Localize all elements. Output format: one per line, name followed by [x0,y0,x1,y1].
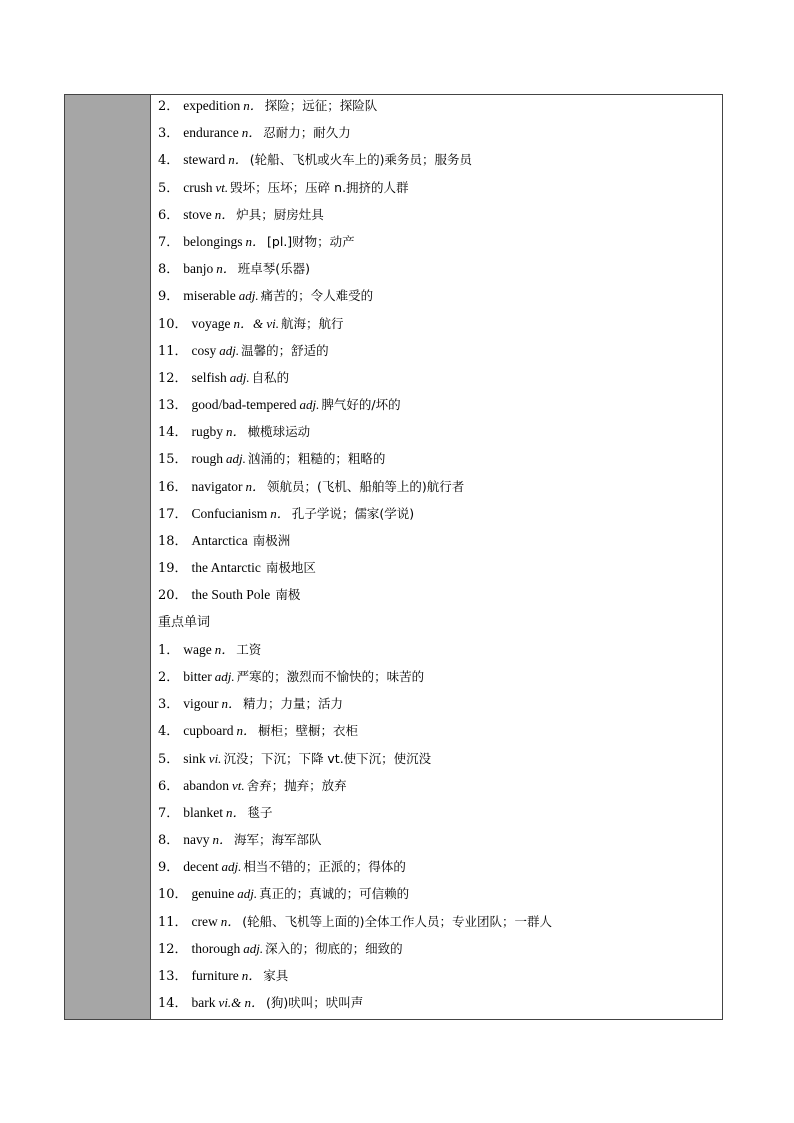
entry-number: 2． [158,669,180,685]
vocab-entry [158,667,722,694]
entry-number: 12． [158,370,188,386]
vocab-entry [158,694,722,721]
entry-part-of-speech: n． [241,968,262,983]
entry-part-of-speech: n． [245,478,266,494]
vocab-entry [158,449,722,476]
entry-term: furniture [191,968,239,983]
entry-term: voyage [191,315,231,331]
vocab-entry [158,205,722,232]
entry-number: 13． [158,398,188,414]
entry-number: 18． [158,534,188,549]
entry-definition: 班卓琴(乐器) [237,261,311,277]
vocab-entry [158,259,722,286]
vocab-entry [158,531,722,558]
entry-number: 20． [158,588,188,604]
vocab-entry [158,286,722,313]
entry-definition: 沉没；下沉；下降 vt.使下沉；使沉没 [223,750,432,766]
entry-definition: 孔子学说；儒家(学说) [291,505,415,521]
entry-part-of-speech: adj. [229,369,250,385]
entry-definition: 探险；远征；探险队 [264,98,378,113]
entry-part-of-speech: n． [241,125,262,141]
entry-term: the Antarctic [191,560,261,576]
entry-number: 19． [158,561,188,577]
entry-term: cupboard [183,723,234,739]
section-heading [158,613,722,640]
section-heading-text: 重点单词 [158,614,211,630]
vocab-entry [158,721,722,748]
entry-term: abandon [183,777,230,793]
entry-term: blanket [183,804,224,820]
entry-number: 1． [158,642,180,658]
vocab-entry [158,939,722,966]
entry-definition: 毁坏；压坏；压碎 n.拥挤的人群 [230,179,409,195]
entry-term: endurance [183,125,239,141]
vocabulary-table [64,94,723,1020]
entry-definition: 毯子 [247,804,273,820]
entry-definition: (轮船、飞机等上面的)全体工作人员；专业团队；一群人 [242,913,553,929]
entry-number: 9． [158,860,180,876]
entry-number: 11． [158,914,188,930]
entry-term: stove [183,206,212,222]
entry-part-of-speech: adj. [226,451,246,467]
left-shaded-column [65,95,151,1019]
entry-term: rugby [191,424,224,440]
entry-term: steward [183,152,226,168]
vocab-entry [158,857,722,884]
entry-term: good/bad-tempered [191,397,297,413]
entry-number: 17． [158,506,188,522]
vocab-entry [158,422,722,449]
vocab-entry [158,395,722,422]
entry-term: navy [183,832,210,848]
entry-part-of-speech: n．& vi. [233,315,280,331]
vocab-entry [158,477,722,504]
vocab-entry [158,150,722,177]
entry-number: 10． [158,316,188,332]
vocab-entry [158,585,722,612]
entry-term: Confucianism [191,505,268,521]
entry-part-of-speech: vi.& n． [218,995,265,1011]
vocab-entry [158,640,722,667]
vocabulary-list [151,95,722,1019]
entry-part-of-speech: n． [226,804,246,820]
entry-definition: 炉具；厨房灶具 [236,206,324,222]
entry-term: bitter [183,668,212,684]
vocab-entry [158,178,722,205]
entry-number: 14． [158,996,188,1012]
entry-part-of-speech: n． [216,261,236,277]
entry-definition: 海军；海军部队 [234,832,322,848]
entry-number: 6． [158,778,180,794]
entry-definition: 工资 [236,641,262,657]
entry-number: 7． [158,805,180,821]
vocab-entry [158,884,722,911]
entry-definition: (狗)吠叫；吠叫声 [266,995,364,1011]
entry-definition: 脾气好的/坏的 [321,397,401,413]
entry-definition: 忍耐力；耐久力 [263,125,351,141]
entry-definition: 严寒的；激烈而不愉快的；味苦的 [236,668,425,684]
entry-number: 5． [158,751,180,767]
entry-part-of-speech: adj. [238,288,259,304]
entry-term: miserable [183,288,236,304]
entry-part-of-speech: adj. [221,859,242,875]
entry-part-of-speech: n． [212,832,233,848]
entry-term: genuine [191,886,235,902]
entry-number: 14． [158,425,188,441]
entry-definition: 南极 [275,587,301,603]
entry-number: 2． [158,99,180,114]
entry-part-of-speech: vt. [215,179,229,195]
entry-term: crush [183,179,213,195]
entry-number: 5． [158,180,180,196]
entry-term: bark [191,995,216,1011]
entry-term: thorough [191,940,241,956]
entry-term: sink [183,750,206,766]
entry-part-of-speech: n． [220,913,241,929]
vocab-entry [158,993,722,1020]
vocab-entry [158,368,722,395]
entry-part-of-speech: adj. [214,668,235,684]
entry-definition: [pl.]财物；动产 [267,233,355,249]
entry-part-of-speech: n． [270,505,290,521]
entry-part-of-speech: n． [226,424,246,440]
vocab-entry [158,912,722,939]
vocab-entry [158,776,722,803]
entry-term: banjo [183,261,214,277]
entry-part-of-speech: n． [243,98,263,113]
vocab-entry [158,558,722,585]
entry-number: 15． [158,452,188,468]
entry-part-of-speech: n． [221,696,242,712]
vocab-entry [158,803,722,830]
entry-term: vigour [183,696,219,712]
vocab-entry [158,232,722,259]
entry-term: crew [191,913,218,929]
entry-term: rough [191,451,224,467]
entry-number: 4． [158,153,180,169]
entry-number: 10． [158,887,188,903]
vocab-entry [158,123,722,150]
vocab-entry [158,96,722,123]
entry-definition: 精力；力量；活力 [243,696,344,712]
entry-number: 6． [158,207,180,223]
entry-number: 3． [158,697,180,713]
entry-part-of-speech: n． [245,233,266,249]
entry-definition: 南极地区 [265,560,316,576]
entry-term: decent [183,859,219,875]
entry-definition: 家具 [263,968,289,983]
vocab-entry [158,504,722,531]
vocab-entry [158,749,722,776]
entry-number: 11． [158,343,188,359]
entry-part-of-speech: adj. [299,397,320,413]
entry-definition: 南极洲 [252,533,291,548]
entry-definition: 舍弃；抛弃；放弃 [246,777,347,793]
entry-definition: 航海；航行 [281,315,344,331]
entry-part-of-speech: vt. [232,777,245,793]
entry-number: 16． [158,479,188,495]
vocab-entry [158,830,722,857]
entry-part-of-speech: n． [236,723,257,739]
entry-term: cosy [191,342,217,358]
entry-definition: 真正的；真诚的；可信赖的 [259,886,410,902]
entry-definition: 自私的 [251,369,290,385]
entry-part-of-speech: adj. [243,940,264,956]
entry-definition: (轮船、飞机或火车上的)乘务员；服务员 [249,152,473,168]
entry-number: 12． [158,941,188,957]
entry-definition: 温馨的；舒适的 [241,342,329,358]
entry-number: 8． [158,833,180,849]
entry-definition: 橱柜；壁橱；衣柜 [258,723,359,739]
entry-part-of-speech: adj. [219,342,240,358]
entry-number: 13． [158,969,188,984]
entry-definition: 深入的；彻底的；细致的 [265,940,403,956]
entry-term: navigator [191,478,243,494]
entry-term: belongings [183,233,243,249]
entry-definition: 汹涌的；粗糙的；粗略的 [247,451,386,467]
entry-number: 8． [158,262,180,278]
entry-part-of-speech: n． [214,641,235,657]
entry-number: 7． [158,234,180,250]
entry-term: the South Pole [191,587,271,603]
entry-term: Antarctica [191,533,248,548]
entry-definition: 橄榄球运动 [247,424,311,440]
entry-part-of-speech: n． [214,206,235,222]
entry-part-of-speech: vi. [208,750,222,766]
entry-number: 4． [158,724,180,740]
entry-term: expedition [183,98,241,113]
entry-definition: 痛苦的；令人难受的 [260,288,374,304]
entry-term: selfish [191,369,227,385]
vocab-entry [158,966,722,993]
vocab-entry [158,314,722,341]
entry-definition: 相当不错的；正派的；得体的 [243,859,406,875]
entry-term: wage [183,641,212,657]
entry-part-of-speech: n． [228,152,248,168]
entry-number: 3． [158,126,180,142]
entry-number: 9． [158,289,180,305]
entry-part-of-speech: adj. [237,886,258,902]
entry-definition: 领航员；(飞机、船舶等上的)航行者 [267,478,465,494]
vocab-entry [158,341,722,368]
